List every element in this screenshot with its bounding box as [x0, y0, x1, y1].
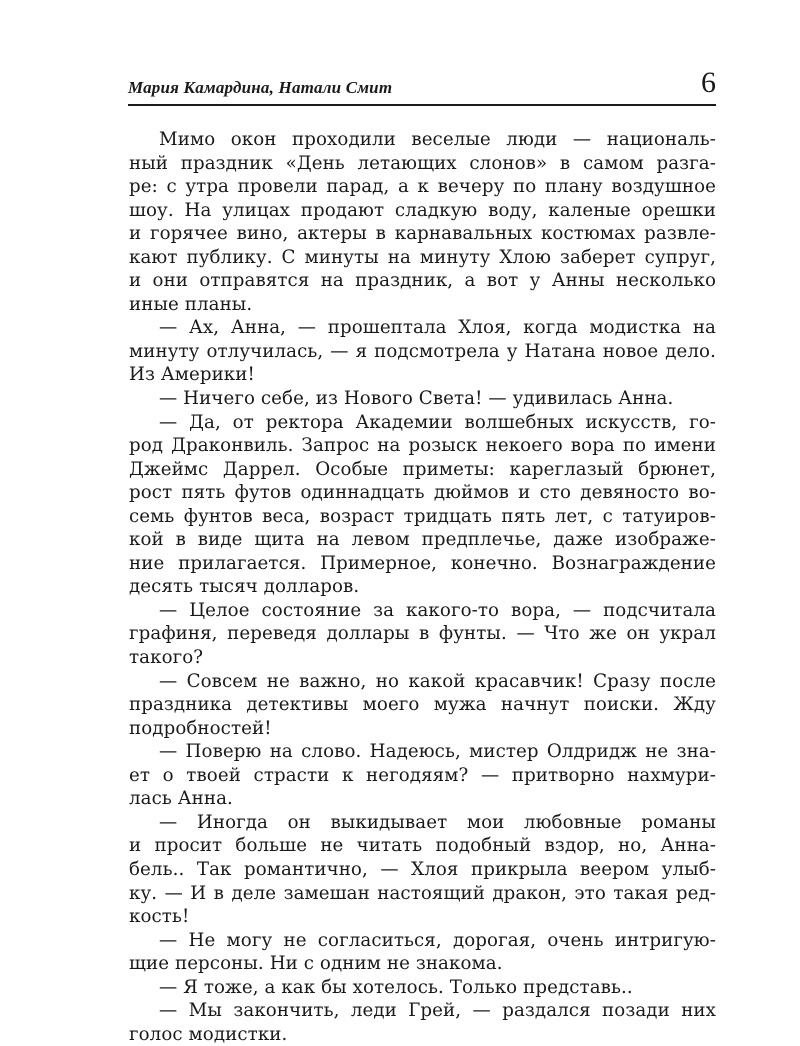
text-line: кой в виде щита на левом предплечье, даже изображе-: [129, 529, 716, 551]
page-number: 6: [701, 66, 716, 99]
text-line: бель.. Так романтично, — Хлоя прикрыла веером улыб-: [129, 858, 716, 880]
text-line: кость!: [129, 906, 190, 928]
body-text: [129, 128, 716, 1046]
page-header: [128, 68, 716, 102]
text-line: Джеймс Даррел. Особые приметы: кареглазый брюнет,: [129, 458, 716, 480]
text-line: Из Америки!: [129, 364, 255, 386]
text-line: — Совсем не важно, но какой красавчик! Сразу после: [159, 670, 716, 692]
text-line: шоу. На улицах продают сладкую воду, каленые орешки: [129, 199, 716, 221]
text-line: и они отправятся на праздник, а вот у Анны несколько: [129, 270, 716, 292]
text-line: голос модистки.: [129, 1023, 288, 1045]
text-line: кают публику. С минуты на минуту Хлою заберет супруг,: [129, 246, 716, 268]
text-line: ет о твоей страсти к негодяям? — притворно нахмури-: [129, 764, 716, 786]
text-line: десять тысяч долларов.: [129, 576, 360, 598]
text-line: такого?: [129, 647, 204, 669]
text-line: щие персоны. Ни с одним не знакома.: [129, 953, 503, 975]
text-line: — Мы закончить, леди Грей, — раздался позади них: [159, 1000, 716, 1022]
text-line: минуту отлучилась, — я подсмотрела у Натана новое дело.: [129, 340, 716, 362]
text-line: — Да, от ректора Академии волшебных искусств, го-: [159, 411, 716, 433]
text-line: — Поверю на слово. Надеюсь, мистер Олдридж не зна-: [159, 741, 716, 763]
text-line: ку. — И в деле замешан настоящий дракон, это такая ред-: [129, 882, 716, 904]
text-line: иные планы.: [129, 293, 253, 315]
running-title: Мария Камардина, Натали Смит: [128, 78, 393, 97]
text-line: лась Анна.: [129, 788, 233, 810]
text-line: рост пять футов одиннадцать дюймов и сто девяносто во-: [129, 482, 716, 504]
text-line: праздника детективы моего мужа начнут поиски. Жду: [129, 694, 716, 716]
text-line: — Я тоже, а как бы хотелось. Только представь..: [159, 976, 633, 998]
text-line: и горячее вино, актеры в карнавальных костюмах развле-: [129, 223, 716, 245]
text-line: ный праздник «День летающих слонов» в самом разга-: [129, 152, 716, 174]
text-line: ре: с утра провели парад, а к вечеру по плану воздушное: [129, 176, 716, 198]
text-line: графиня, переведя доллары в фунты. — Что же он украл: [129, 623, 716, 645]
header-divider: [128, 104, 716, 106]
text-line: род Драконвиль. Запрос на розыск некоего вора по имени: [129, 435, 716, 457]
text-line: и просит больше не читать подобный вздор, но, Анна-: [129, 835, 716, 857]
text-line: — Ничего себе, из Нового Света! — удивилась Анна.: [159, 388, 674, 410]
text-line: — Целое состояние за какого-то вора, — подсчитала: [159, 599, 716, 621]
text-line: — Иногда он выкидывает мои любовные романы: [159, 811, 716, 833]
text-line: — Ах, Анна, — прошептала Хлоя, когда модистка на: [159, 317, 716, 339]
text-line: ние прилагается. Примерное, конечно. Вознаграждение: [129, 552, 716, 574]
text-line: семь фунтов веса, возраст тридцать пять лет, с татуиров-: [129, 505, 716, 527]
text-line: подробностей!: [129, 717, 272, 739]
text-line: — Не могу не согласиться, дорогая, очень интригую-: [159, 929, 716, 951]
text-line: Мимо окон проходили веселые люди — националь-: [159, 129, 716, 150]
